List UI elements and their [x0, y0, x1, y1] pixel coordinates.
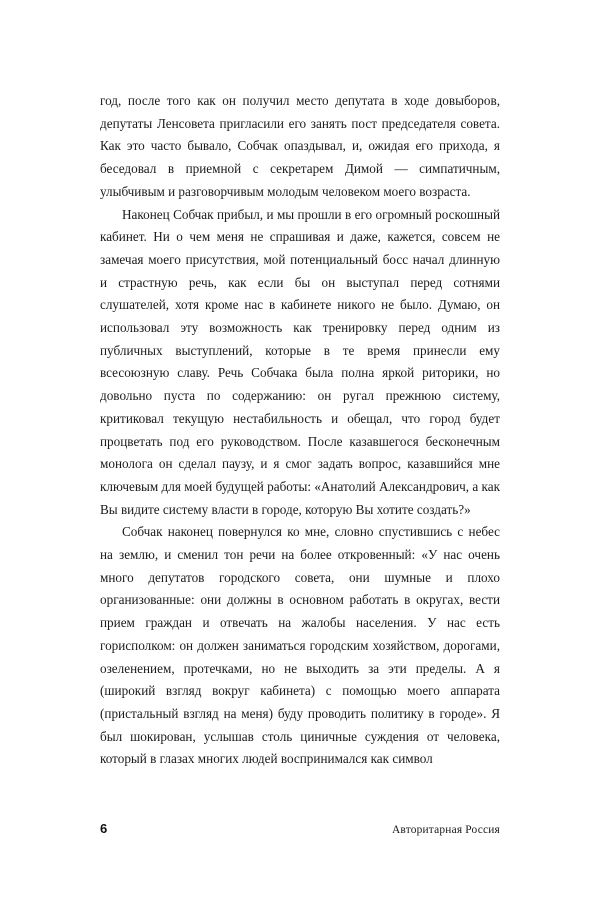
- page-body: [100, 90, 500, 771]
- paragraph: Собчак наконец повернулся ко мне, словно спустившись с небес на землю, и сменил тон речи на более откровенный: «У нас очень много депутатов городского совета, они шумные и плохо организованные: они должны в основном работать в округах, вести прием граждан и отвечать на жалобы населения. У нас есть горисполком: он должен заниматься городским хозяйством, дорогами, озеленением, протечками, но не выходить за эти пределы. А я (широкий взгляд вокруг кабинета) с помощью моего аппарата (пристальный взгляд на меня) буду проводить политику в городе». Я был шокирован, услышав столь циничные суждения от человека, который в глазах многих людей воспринимался как символ: [100, 524, 500, 767]
- paragraph: год, после того как он получил место депутата в ходе довыборов, депутаты Ленсовета пригласили его занять пост председателя совета. Как это часто бывало, Собчак опаздывал, и, ожидая его прихода, я беседовал в приемной с секретарем Димой — симпатичным, улыбчивым и разговорчивым молодым человеком моего возраста.: [100, 93, 500, 199]
- running-title: Авторитарная Россия: [391, 824, 500, 836]
- paragraph: Наконец Собчак прибыл, и мы прошли в его огромный роскошный кабинет. Ни о чем меня не спрашивая и даже, кажется, совсем не замечая моего присутствия, мой потенциальный босс начал длинную и страстную речь, как если бы он выступал перед сотнями слушателей, хотя кроме нас в кабинете никого не было. Думаю, он использовал эту возможность как тренировку перед одним из публичных выступлений, которые в те время принесли ему всесоюзную славу. Речь Собчака была полна яркой риторики, но довольно пуста по содержанию: он ругал прежнюю систему, критиковал текущую нестабильность и обещал, что город будет процветать под его руководством. После казавшегося бесконечным монолога он сделал паузу, и я смог задать вопрос, казавшийся мне ключевым для моей будущей работы: «Анатолий Александрович, а как Вы видите систему власти в городе, которую Вы хотите создать?»: [100, 206, 500, 517]
- page-number: 6: [100, 821, 108, 836]
- page-footer: [100, 821, 500, 836]
